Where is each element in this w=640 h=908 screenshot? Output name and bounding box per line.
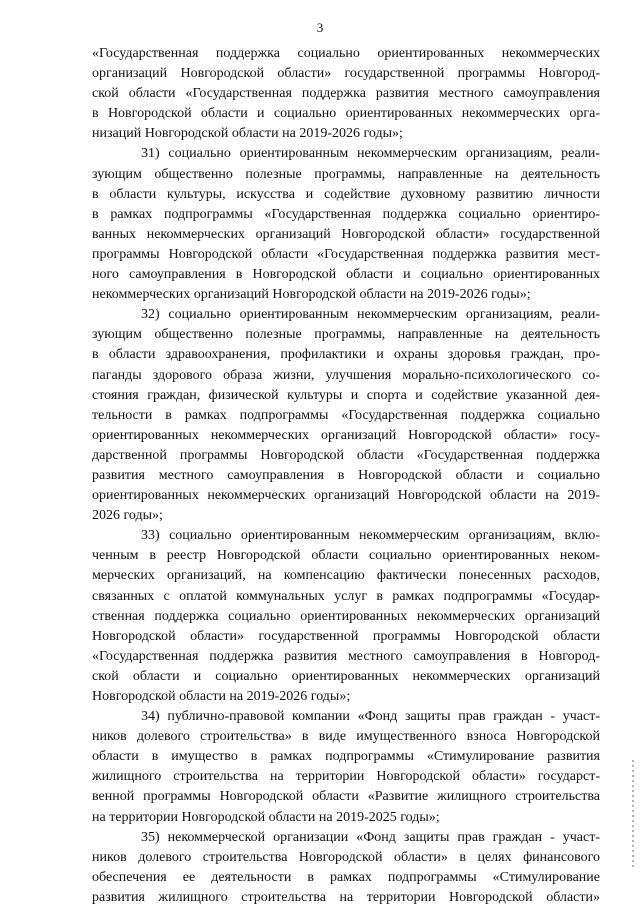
text-line: в области здравоохранения, профилактики и охраны здоровья граждан, про-: [92, 347, 600, 363]
text-line: паганды здорового образа жизни, улучшения морально-психологического со-: [92, 367, 600, 383]
text-line: зующим общественно полезные программы, направленные на деятельность: [92, 327, 600, 343]
text-line: стояния граждан, физической культуры и спорта и содействие указанной дея-: [92, 387, 600, 403]
text-line: 2026 годы»;: [92, 508, 163, 524]
text-line: развития жилищного строительства на территории Новгородской области»: [92, 889, 600, 905]
text-line: дарственной программы Новгородской области «Государственная поддержка: [92, 447, 600, 463]
text-line: на территории Новгородской области на 2019-2025 годы»;: [92, 809, 440, 825]
text-line: в рамках подпрограммы «Государственная поддержка социально ориентиро-: [92, 206, 600, 222]
text-line: ской области «Государственная поддержка развития местного самоуправления: [92, 86, 600, 102]
text-line: программы Новгородской области «Государственная поддержка развития мест-: [92, 246, 600, 262]
text-line: 34) публично-правовой компании «Фонд защиты прав граждан - участ-: [141, 709, 600, 725]
text-line: ников долевого строительства Новгородской области» в целях финансового: [92, 849, 600, 865]
text-line: ного самоуправления в Новгородской области и социально ориентированных: [92, 267, 600, 283]
text-line: низаций Новгородской области на 2019-2026 годы»;: [92, 126, 403, 142]
text-line: связанных с оплатой коммунальных услуг в рамках подпрограммы «Государ-: [92, 588, 600, 604]
text-line: ориентированных некоммерческих организаций Новгородской области на 2019-: [92, 488, 600, 504]
text-line: ской области и социально ориентированных некоммерческих организаций: [92, 668, 600, 684]
text-line: ственная поддержка социально ориентированных некоммерческих организаций: [92, 608, 600, 624]
text-line: ванных некоммерческих организаций Новгородской области» государственной: [92, 226, 600, 242]
text-line: тельности в рамках подпрограммы «Государственная поддержка социально: [92, 407, 600, 423]
text-line: венной программы Новгородской области «Развитие жилищного строительства: [92, 789, 600, 805]
text-line: некоммерческих организаций Новгородской области на 2019-2026 годы»;: [92, 287, 531, 303]
text-line: жилищного строительства на территории Новгородской области» государст-: [92, 769, 600, 785]
text-line: мерческих организаций, на компенсацию фактически понесенных расходов,: [92, 568, 600, 584]
text-line: «Государственная поддержка развития местного самоуправления в Новгород-: [92, 648, 600, 664]
text-line: области в имущество в рамках подпрограммы «Стимулирование развития: [92, 749, 600, 765]
text-line: «Государственная поддержка социально ориентированных некоммерческих: [92, 46, 600, 61]
document-body: [92, 44, 600, 908]
text-line: ников долевого строительства» в виде имущественного взноса Новгородской: [92, 729, 600, 745]
page-number: 3: [316, 20, 324, 35]
margin-scan-mark: [632, 760, 634, 870]
text-line: в Новгородской области и социально ориентированных некоммерческих орга-: [92, 106, 600, 122]
text-line: 33) социально ориентированным некоммерческим организациям, вклю-: [141, 528, 600, 544]
text-line: Новгородской области на 2019-2026 годы»;: [92, 689, 351, 704]
text-line: зующим общественно полезные программы, направленные на деятельность: [92, 166, 600, 182]
text-line: 31) социально ориентированным некоммерческим организациям, реали-: [141, 146, 600, 162]
text-line: развития местного самоуправления в Новгородской области и социально: [92, 467, 600, 483]
text-line: ориентированных некоммерческих организаций Новгородской области» госу-: [92, 427, 600, 443]
text-line: 35) некоммерческой организации «Фонд защиты прав граждан - участ-: [141, 829, 600, 845]
text-line: обеспечения ее деятельности в рамках подпрограммы «Стимулирование: [92, 869, 600, 885]
text-line: 32) социально ориентированным некоммерческим организациям, реали-: [141, 307, 600, 323]
text-line: ченным в реестр Новгородской области социально ориентированных неком-: [92, 548, 600, 564]
text-line: организаций Новгородской области» государственной программы Новгород-: [92, 66, 600, 82]
text-line: в области культуры, искусства и содействие духовному развитию личности: [92, 186, 600, 202]
text-line: Новгородской области» государственной программы Новгородской области: [92, 628, 600, 644]
